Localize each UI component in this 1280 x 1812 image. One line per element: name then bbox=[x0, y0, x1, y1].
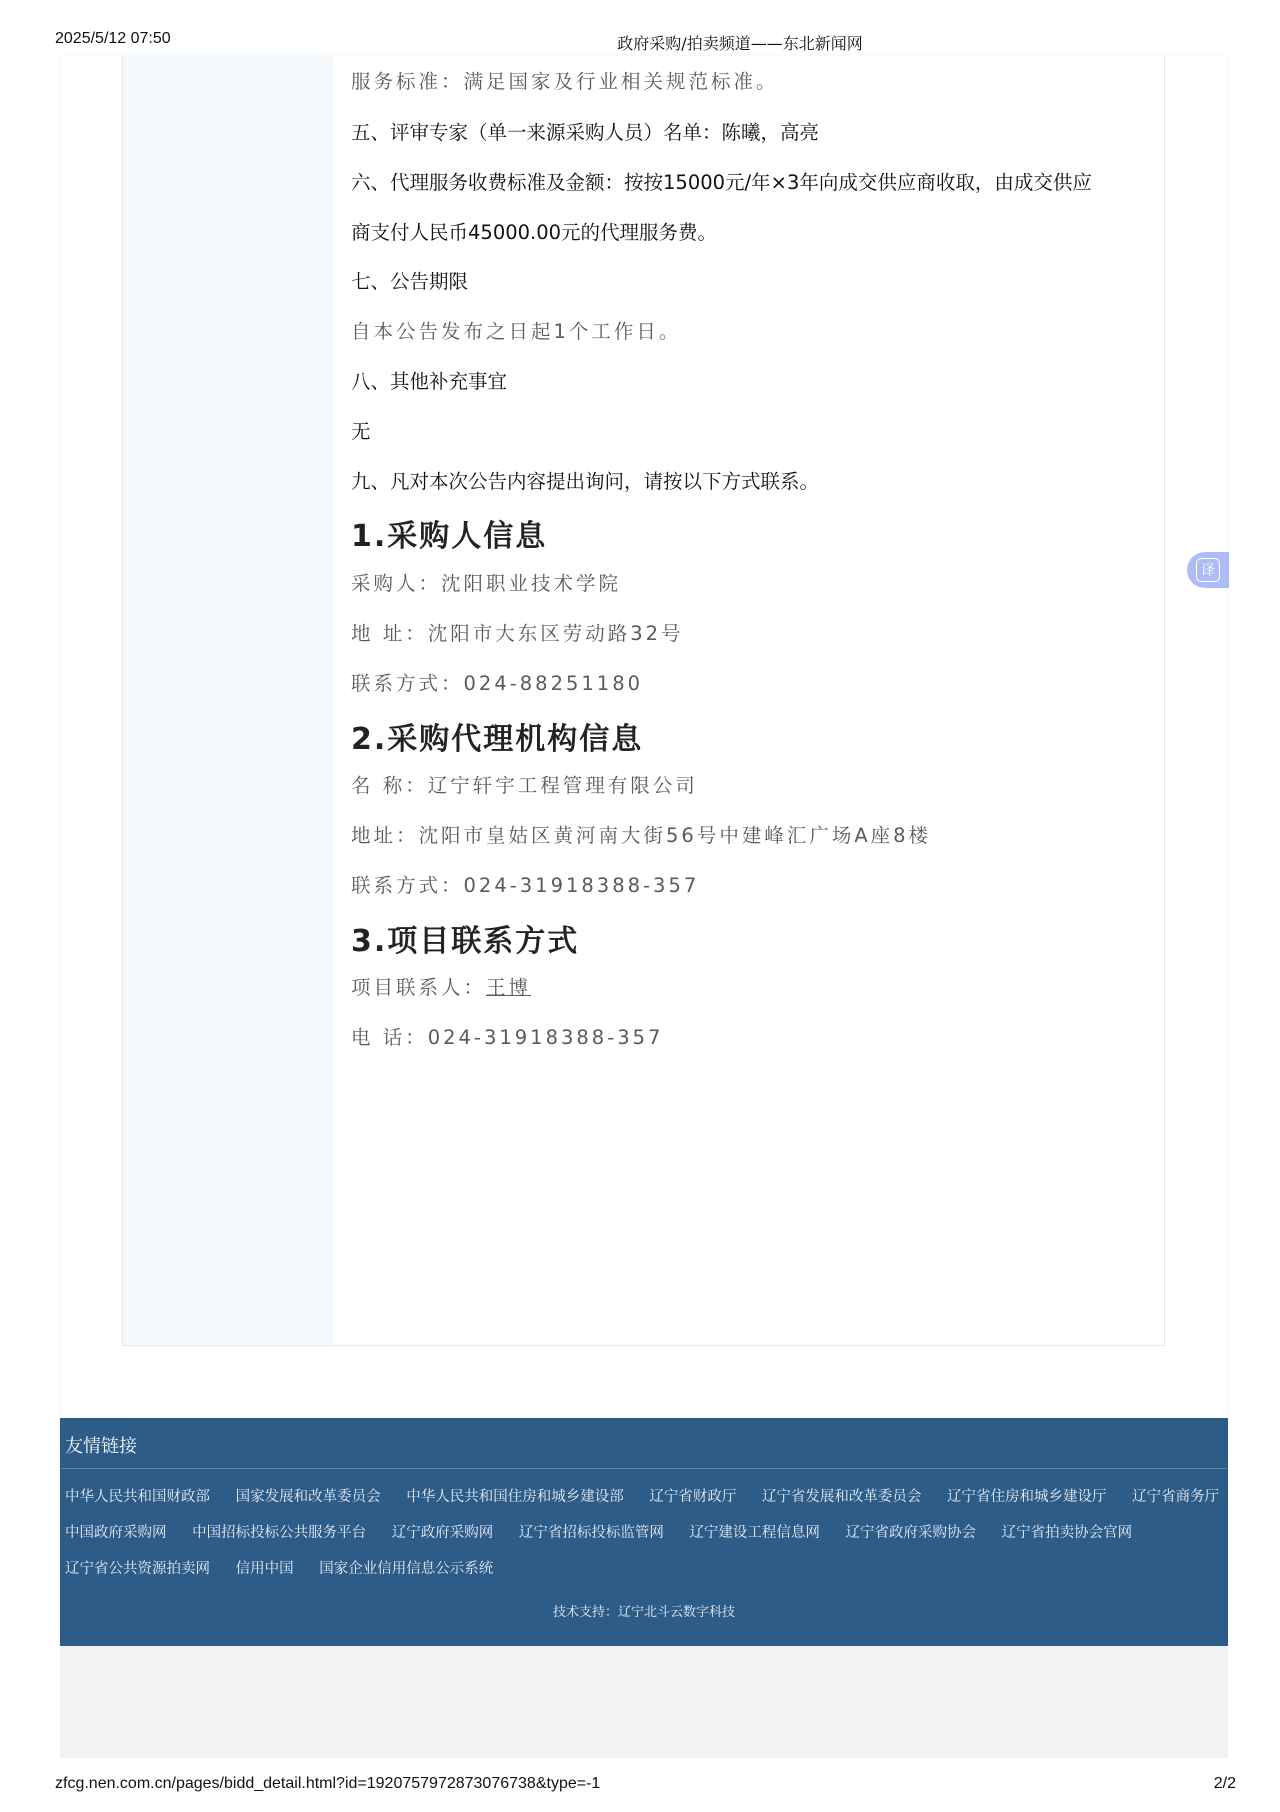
section-8-body: 无 bbox=[351, 420, 371, 443]
footer-link[interactable]: 辽宁省公共资源拍卖网 bbox=[65, 1561, 210, 1577]
agency-address: 地址：沈阳市皇姑区黄河南大街56号中建峰汇广场A座8楼 bbox=[351, 824, 932, 847]
section-7-body: 自本公告发布之日起1个工作日。 bbox=[351, 320, 682, 343]
section-7-title: 七、公告期限 bbox=[351, 270, 469, 293]
footer-link[interactable]: 国家企业信用信息公示系统 bbox=[319, 1561, 494, 1577]
purchaser-contact: 联系方式：024-88251180 bbox=[351, 672, 644, 695]
footer-link[interactable]: 中华人民共和国住房和城乡建设部 bbox=[406, 1489, 624, 1505]
section-8-title: 八、其他补充事宜 bbox=[351, 370, 508, 393]
footer-link[interactable]: 辽宁省招标投标监管网 bbox=[518, 1525, 664, 1541]
footer-link[interactable]: 辽宁政府采购网 bbox=[391, 1525, 494, 1541]
purchaser-name: 采购人：沈阳职业技术学院 bbox=[351, 572, 622, 595]
footer-link[interactable]: 辽宁省商务厅 bbox=[1132, 1489, 1220, 1505]
footer-link[interactable]: 国家发展和改革委员会 bbox=[235, 1489, 381, 1505]
footer-link[interactable]: 辽宁省发展和改革委员会 bbox=[761, 1489, 922, 1505]
footer-link[interactable]: 信用中国 bbox=[235, 1561, 294, 1577]
section-5-experts: 五、评审专家（单一来源采购人员）名单：陈曦，高亮 bbox=[351, 121, 820, 144]
section-9-title: 九、凡对本次公告内容提出询问，请按以下方式联系。 bbox=[351, 470, 820, 493]
footer-link[interactable]: 辽宁省财政厅 bbox=[649, 1489, 737, 1505]
tech-support-text: 技术支持：辽宁北斗云数字科技 bbox=[552, 1605, 735, 1620]
footer-links-row-1 bbox=[65, 1485, 1240, 1506]
footer-link[interactable]: 中国招标投标公共服务平台 bbox=[192, 1525, 367, 1541]
agency-heading: 2.采购代理机构信息 bbox=[351, 722, 644, 757]
footer-link[interactable]: 中华人民共和国财政部 bbox=[65, 1489, 210, 1505]
footer-link[interactable]: 中国政府采购网 bbox=[65, 1525, 167, 1541]
print-page-number: 2/2 bbox=[1213, 1775, 1236, 1792]
purchaser-address: 地 址：沈阳市大东区劳动路32号 bbox=[351, 622, 684, 645]
translate-icon: 译 bbox=[1196, 558, 1220, 582]
project-phone: 电 话：024-31918388-357 bbox=[351, 1026, 664, 1049]
agency-name: 名 称：辽宁轩宇工程管理有限公司 bbox=[351, 774, 698, 797]
agency-contact: 联系方式：024-31918388-357 bbox=[351, 874, 700, 897]
project-contact-name-link[interactable]: 王博 bbox=[486, 976, 532, 999]
project-contact-heading: 3.项目联系方式 bbox=[351, 924, 580, 959]
footer-link[interactable]: 辽宁建设工程信息网 bbox=[689, 1525, 820, 1541]
translate-button[interactable] bbox=[1187, 552, 1229, 588]
friendly-links-title: 友情链接 bbox=[65, 1436, 137, 1457]
print-datetime: 2025/5/12 07:50 bbox=[55, 30, 171, 47]
page-bottom-area bbox=[60, 1646, 1228, 1758]
purchaser-heading: 1.采购人信息 bbox=[351, 519, 548, 554]
project-contact-person bbox=[351, 972, 531, 1000]
footer-divider bbox=[60, 1468, 1228, 1469]
project-contact-label: 项目联系人： bbox=[351, 976, 487, 999]
section-6-fee-line2: 商支付人民币45000.00元的代理服务费。 bbox=[351, 221, 718, 244]
footer-link[interactable]: 辽宁省住房和城乡建设厅 bbox=[947, 1489, 1107, 1505]
service-standard: 服务标准：满足国家及行业相关规范标准。 bbox=[351, 70, 779, 93]
print-page-title: 政府采购/拍卖频道——东北新闻网 bbox=[617, 34, 863, 53]
print-url: zfcg.nen.com.cn/pages/bidd_detail.html?id=1920757972873076738&type=-1 bbox=[55, 1775, 601, 1792]
site-footer bbox=[60, 1418, 1228, 1646]
footer-links-row-3 bbox=[65, 1557, 514, 1578]
footer-links-row-2 bbox=[65, 1521, 1153, 1542]
section-6-fee-line1: 六、代理服务收费标准及金额：按按15000元/年×3年向成交供应商收取，由成交供应 bbox=[351, 171, 1092, 194]
left-sidebar-column bbox=[123, 56, 333, 1345]
footer-link[interactable]: 辽宁省政府采购协会 bbox=[845, 1525, 977, 1541]
footer-link[interactable]: 辽宁省拍卖协会官网 bbox=[1001, 1525, 1133, 1541]
